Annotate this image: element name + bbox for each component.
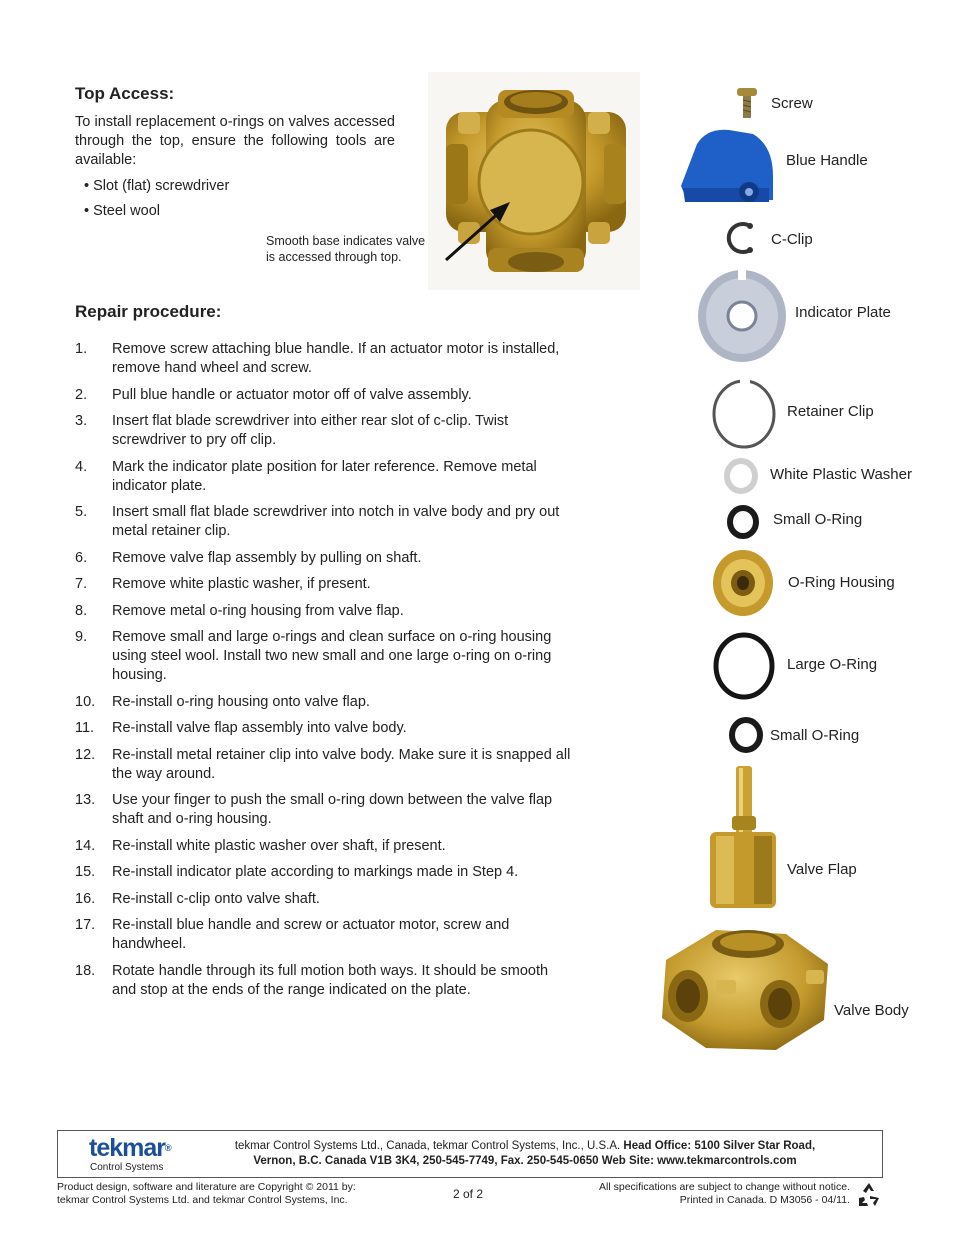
list-item: 16. Re-install c-clip onto valve shaft.: [75, 890, 320, 907]
oring-housing-image: [710, 548, 776, 618]
part-label-c-clip: C-Clip: [771, 231, 813, 248]
part-label-indicator-plate: Indicator Plate: [795, 304, 891, 321]
small-oring-image: [726, 504, 760, 540]
tekmar-logo: [89, 1134, 171, 1173]
indicator-plate-image: [696, 268, 788, 364]
tool-item: • Steel wool: [84, 203, 161, 219]
part-label-screw: Screw: [771, 95, 813, 112]
top-access-intro: To install replacement o-rings on valves accessed through the top, ensure the following tools are available:: [75, 114, 395, 168]
part-label-white-washer: White Plastic Washer: [770, 466, 912, 483]
list-item: 15. Re-install indicator plate according to markings made in Step 4.: [75, 864, 519, 880]
list-item: 1. Remove screw attaching blue handle. If an actuator motor is installed, remove hand wheel and screw.: [75, 341, 560, 376]
list-item: 18. Rotate handle through its full motion both ways. It should be smooth and stop at the ends of the range indicated on the plate.: [75, 962, 549, 998]
valve-body-image: [656, 920, 832, 1054]
list-item: 9. Remove small and large o-rings and clean surface on o-ring housing using steel wool. Install two new small and one large o-ring on o-ring housing.: [75, 629, 552, 683]
list-item: 6. Remove valve flap assembly by pulling on shaft.: [75, 549, 422, 566]
list-item: 11. Re-install valve flap assembly into valve body.: [75, 720, 407, 736]
repair-steps-list: [75, 340, 575, 1007]
c-clip-image: [722, 218, 758, 258]
part-label-oring-housing: O-Ring Housing: [788, 574, 895, 591]
retainer-clip-image: [710, 378, 778, 450]
list-item: 5. Insert small flat blade screwdriver into notch in valve body and pry out metal retainer clip.: [75, 504, 560, 539]
logo-wordmark: tekmar: [89, 1134, 165, 1162]
list-item: 4. Mark the indicator plate position for later reference. Remove metal indicator plate.: [75, 458, 537, 494]
part-label-small-oring-2: Small O-Ring: [770, 727, 860, 744]
list-item: 2. Pull blue handle or actuator motor off of valve assembly.: [75, 386, 472, 403]
list-item: 17. Re-install blue handle and screw or actuator motor, screw and handwheel.: [75, 917, 510, 952]
list-item: 3. Insert flat blade screwdriver into either rear slot of c-clip. Twist screwdriver to pry off clip.: [75, 413, 509, 448]
tools-list: [84, 174, 229, 224]
top-access-heading: Top Access:: [75, 84, 175, 103]
screw-image: [735, 86, 759, 120]
logo-subtitle: Control Systems: [90, 1162, 164, 1173]
white-washer-image: [724, 458, 758, 494]
valve-top-access-image: [428, 72, 640, 290]
blue-handle-image: [677, 126, 781, 208]
part-label-valve-flap: Valve Flap: [787, 861, 857, 878]
part-label-valve-body: Valve Body: [834, 1002, 909, 1019]
repair-heading: Repair procedure:: [75, 302, 222, 321]
part-label-large-oring: Large O-Ring: [787, 656, 878, 673]
list-item: 7. Remove white plastic washer, if present.: [75, 576, 371, 592]
list-item: 10. Re-install o-ring housing onto valve flap.: [75, 693, 370, 710]
part-label-small-oring-1: Small O-Ring: [773, 511, 863, 528]
valve-caption: Smooth base indicates valve is accessed through top.: [266, 234, 426, 264]
footer-specs: All specifications are subject to change without notice. Printed in Canada. D M3056 - 04/11.: [599, 1181, 850, 1206]
part-label-retainer-clip: Retainer Clip: [787, 403, 874, 420]
logo-reg-mark: ®: [165, 1143, 171, 1153]
large-oring-image: [710, 630, 778, 702]
part-label-blue-handle: Blue Handle: [786, 152, 868, 169]
list-item: 12. Re-install metal retainer clip into valve body. Make sure it is snapped all the way around.: [75, 746, 571, 782]
footer-address: tekmar Control Systems Ltd., Canada, tekmar Control Systems, Inc., U.S.A. Head Office: 5100 Silver Star Road, Vernon, B.C. Canada V1B 3K4, 250-545-7749, Fax. 250-545-0650 Web Site: www.tekmarcontrols.com: [234, 1140, 816, 1167]
footer-copyright: Product design, software and literature are Copyright © 2011 by: tekmar Control Systems Ltd. and tekmar Control Systems, Inc.: [57, 1181, 356, 1206]
tool-item: • Slot (flat) screwdriver: [84, 178, 230, 194]
valve-flap-image: [706, 766, 780, 910]
list-item: 8. Remove metal o-ring housing from valve flap.: [75, 602, 404, 619]
recycle-icon: [855, 1180, 883, 1208]
list-item: 14. Re-install white plastic washer over shaft, if present.: [75, 837, 446, 854]
page-number: 2 of 2: [453, 1187, 484, 1201]
small-oring-image: [728, 716, 764, 754]
list-item: 13. Use your finger to push the small o-ring down between the valve flap shaft and o-ring housing.: [75, 792, 553, 827]
